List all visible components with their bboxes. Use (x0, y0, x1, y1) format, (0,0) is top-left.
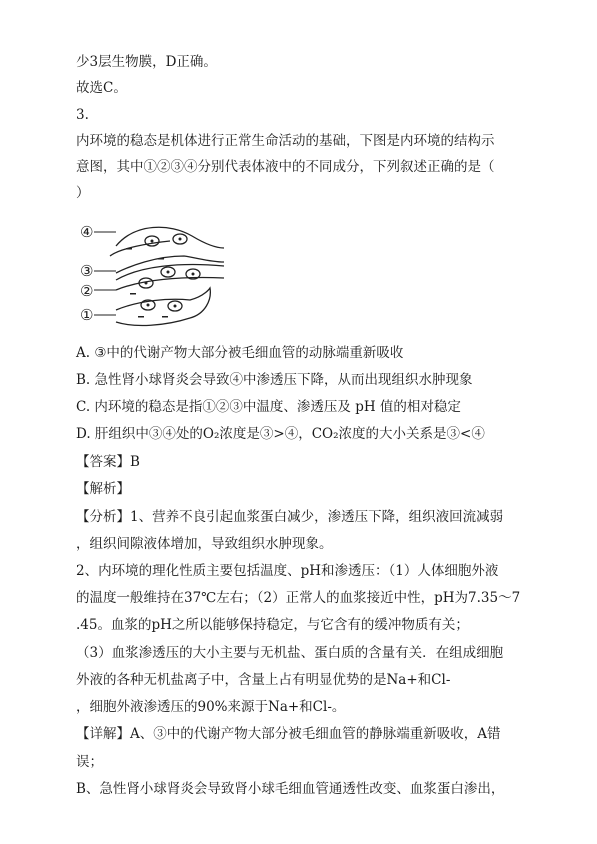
option-b: B. 急性肾小球肾炎会导致④中渗透压下降，从而出现组织水肿现象 (76, 372, 473, 388)
answer-line: 【答案】B (76, 454, 140, 470)
analysis-line-6: （3）血浆渗透压的大小主要与无机盐、蛋白质的含量有关．在组成细胞 (76, 645, 504, 661)
figure-label-4: ④ (80, 223, 94, 241)
text-line-1: 少3层生物膜，D正确。 (76, 54, 217, 70)
question-stem-line-2: 意图，其中①②③④分别代表体液中的不同成分，下列叙述正确的是（ (76, 159, 495, 175)
option-d: D. 肝组织中③④处的O₂浓度是③>④，CO₂浓度的大小关系是③<④ (76, 426, 485, 442)
analysis-line-5: .45。血浆的pH之所以能够保持稳定，与它含有的缓冲物质有关； (76, 617, 469, 633)
detail-line-2: 误； (76, 754, 103, 770)
question-stem-line-1: 内环境的稳态是机体进行正常生命活动的基础，下图是内环境的结构示 (76, 133, 495, 149)
internal-environment-diagram (80, 218, 230, 333)
analysis-line-4: 的温度一般维持在37℃左右；（2）正常人的血浆接近中性，pH为7.35～7 (76, 590, 521, 606)
question-number: 3. (76, 107, 89, 123)
text-line-2: 故选C。 (76, 80, 127, 96)
detail-line-1: 【详解】A、③中的代谢产物大部分被毛细血管的静脉端重新吸收，A错 (76, 726, 501, 742)
analysis-line-2: ，组织间隙液体增加，导致组织水肿现象。 (76, 536, 333, 552)
analysis-line-1: 【分析】1、营养不良引起血浆蛋白减少，渗透压下降，组织液回流减弱 (76, 509, 504, 525)
analysis-line-8: ，细胞外液渗透压的90%来源于Na+和Cl-。 (76, 699, 346, 715)
analysis-heading: 【解析】 (76, 481, 130, 497)
option-a: A. ③中的代谢产物大部分被毛细血管的动脉端重新吸收 (76, 345, 404, 361)
figure-label-3: ③ (80, 262, 94, 280)
detail-line-3: B、急性肾小球肾炎会导致肾小球毛细血管通透性改变、血浆蛋白渗出， (76, 781, 505, 797)
question-stem-line-3: ） (76, 185, 90, 201)
analysis-line-3: 2、内环境的理化性质主要包括温度、pH和渗透压：（1）人体细胞外液 (76, 563, 499, 579)
figure-label-1: ① (80, 306, 94, 324)
figure-label-2: ② (80, 282, 94, 300)
option-c: C. 内环境的稳态是指①②③中温度、渗透压及 pH 值的相对稳定 (76, 399, 461, 415)
analysis-line-7: 外液的各种无机盐离子中，含量上占有明显优势的是Na+和Cl- (76, 672, 451, 688)
